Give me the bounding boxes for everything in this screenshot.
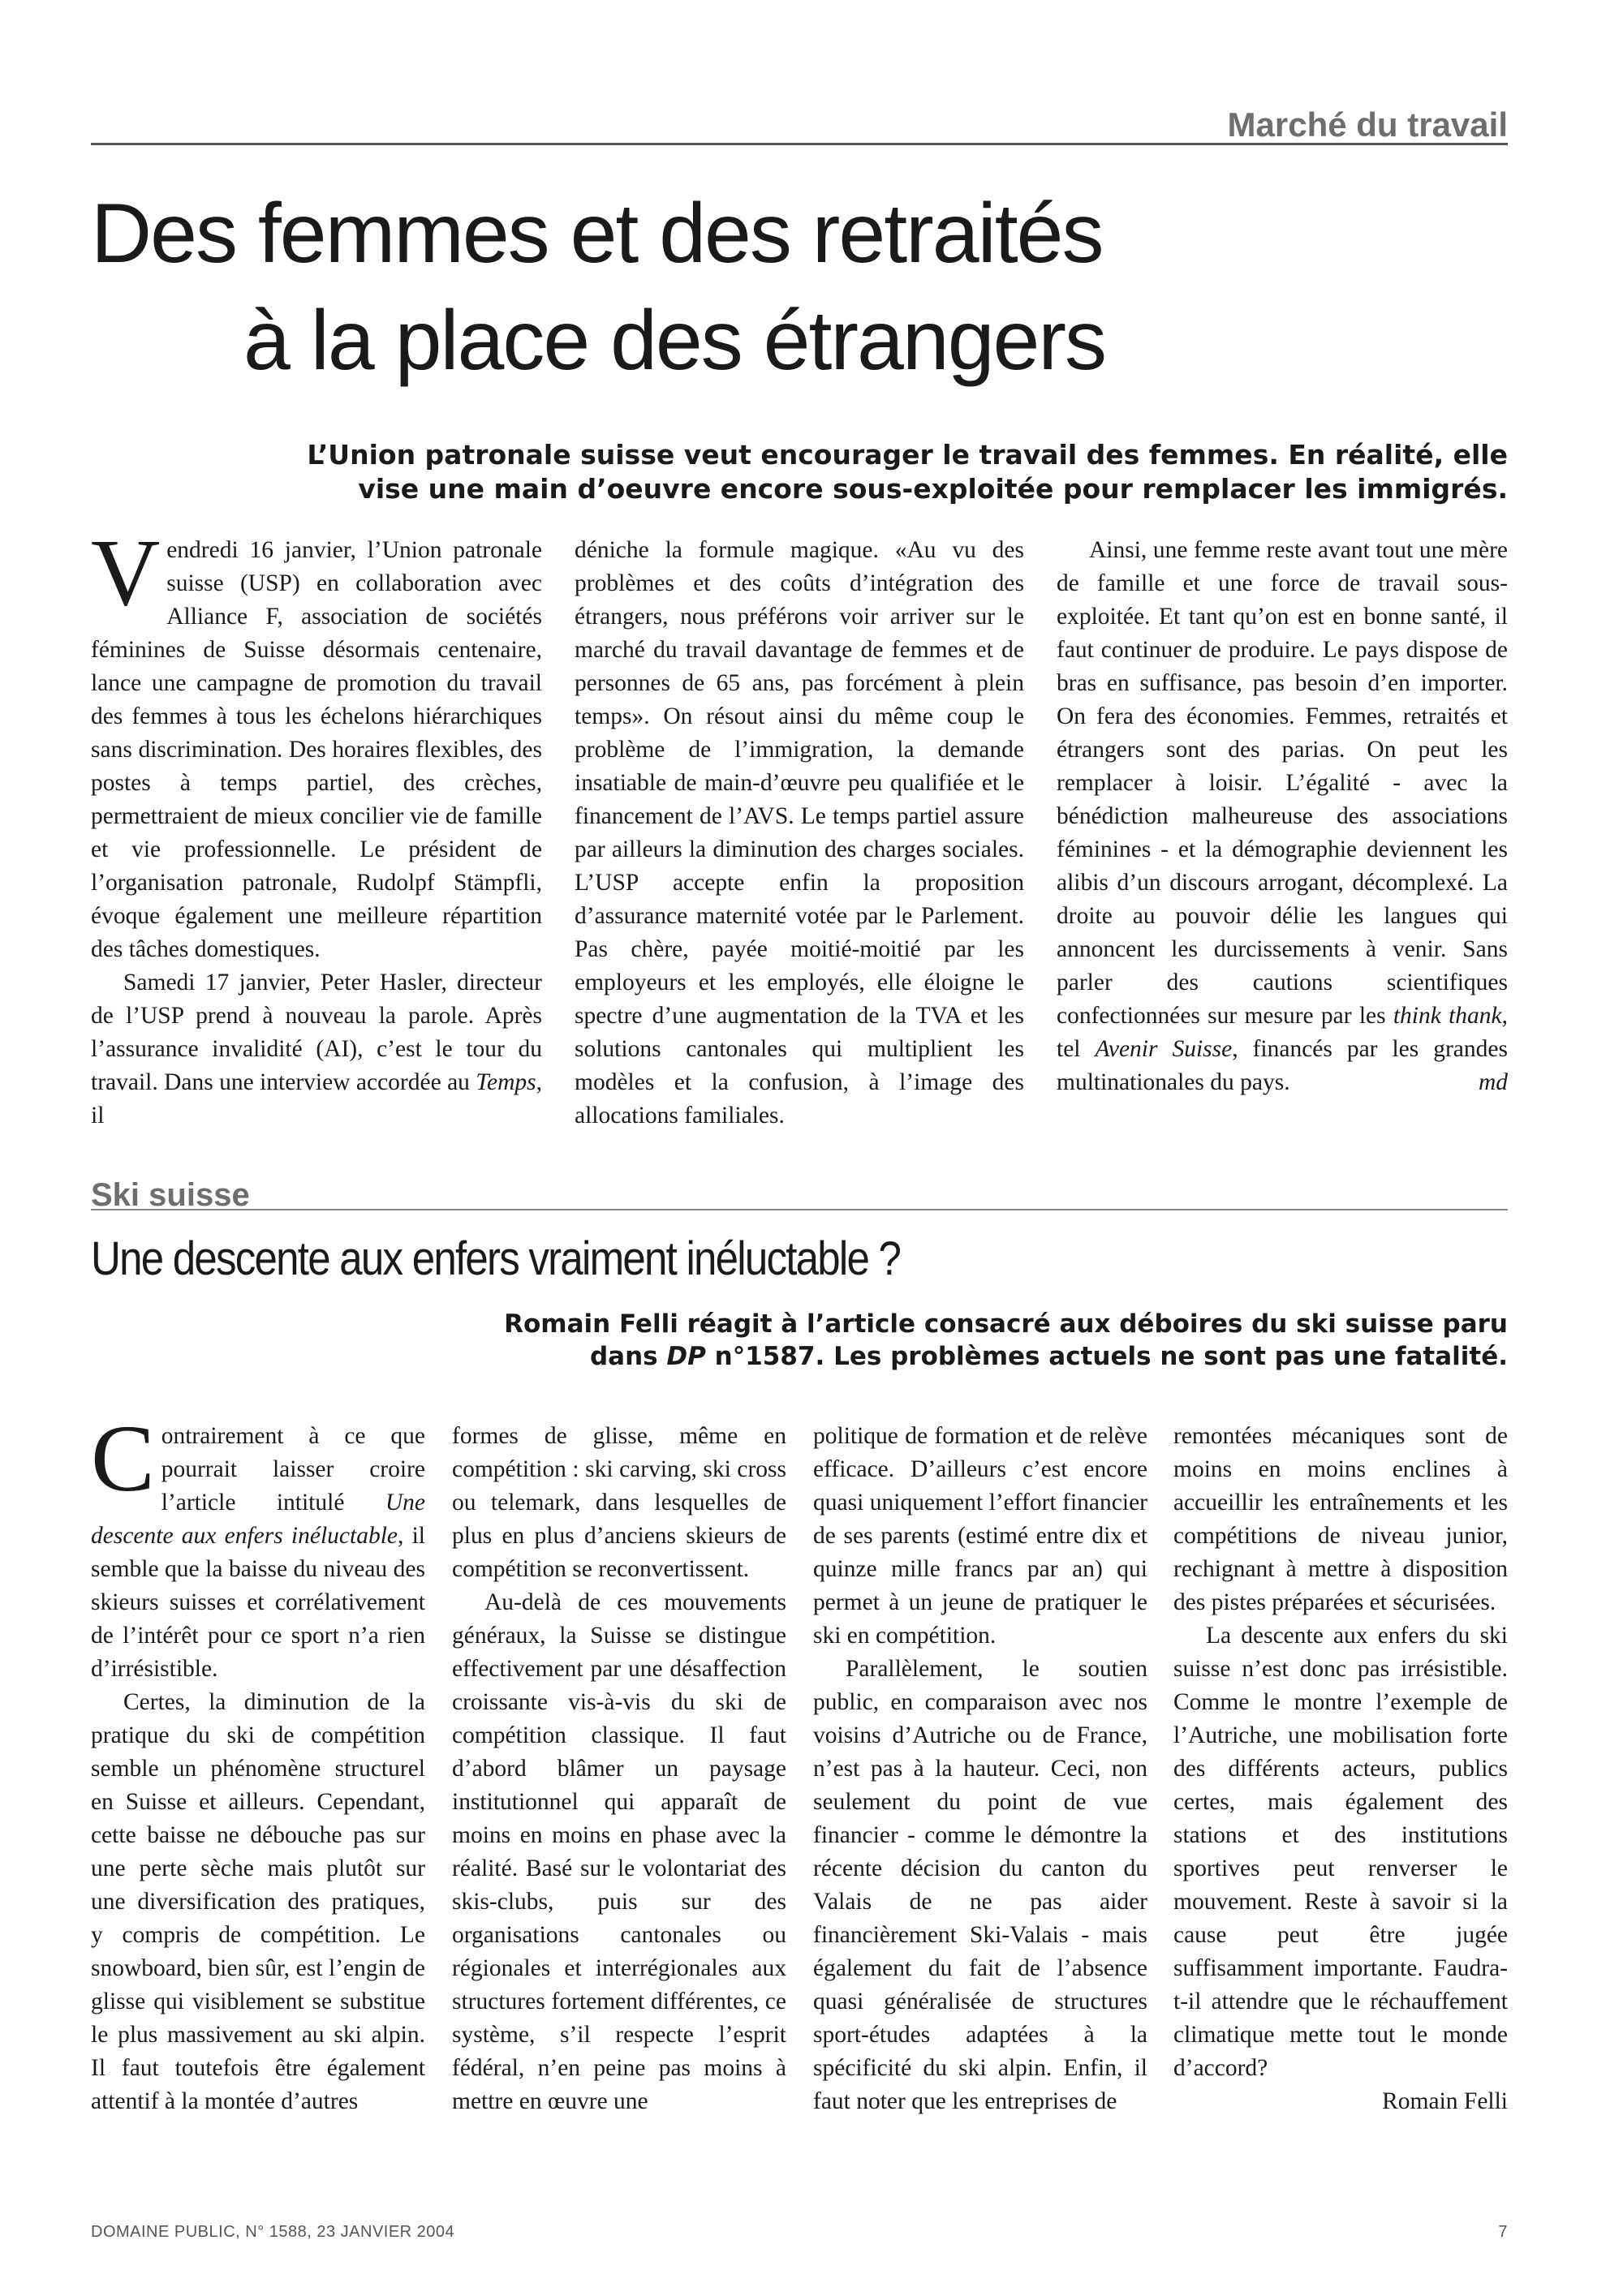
article1-paragraph-4 <box>1057 534 1508 1099</box>
section-label-marche-du-travail: Marché du travail <box>1227 105 1508 144</box>
think-tank-term: think thank <box>1393 1003 1502 1029</box>
paragraph-text: , tel <box>1057 1003 1508 1062</box>
article-lead <box>128 438 1508 506</box>
article2-column-4 <box>1173 1420 1508 2118</box>
paragraph-text: Samedi 17 janvier, Peter Hasler, directeur de l’USP prend à nouveau la parole. Après l’assurance invalidité (AI), c’est le tour du travail. Dans une interview accordée au <box>91 970 542 1095</box>
article1-column-2 <box>575 534 1024 1133</box>
paragraph-text: , il <box>91 1069 542 1129</box>
author-signature: Romain Felli <box>1382 2088 1508 2114</box>
article1-column-1 <box>91 519 542 1133</box>
lead-line-2 <box>291 1340 1508 1373</box>
article2-title: Une descente aux enfers vraiment inéluctable ? <box>91 1232 901 1285</box>
paragraph-text: endredi 16 janvier, l’Union patronale suisse (USP) en collaboration avec Alliance F, association de sociétés féminines de Suisse désormais centenaire, lance une campagne de promotion du travail des femmes à tous les échelons hiérarchiques sans discrimination. Des horaires flexibles, des postes à temps partiel, des crèches, permettraient de mieux concilier vie de famille et vie professionnelle. Le président de l’organisation patronale, Rudolpf Stämpfli, évoque également une meilleure répartition des tâches domestiques. <box>91 537 542 962</box>
article-title-line-1: Des femmes et des retraités <box>91 187 1103 281</box>
article2-column-2 <box>452 1420 786 2118</box>
author-initials: md <box>1478 1069 1508 1095</box>
article1-paragraph-2 <box>91 966 542 1133</box>
dropcap-c: C <box>91 1405 155 1511</box>
section-label-ski-suisse: Ski suisse <box>91 1177 250 1213</box>
lead-line-1: L’Union patronale suisse veut encourager le travail des femmes. En réalité, elle <box>307 439 1508 471</box>
article1-paragraph-1 <box>91 519 542 966</box>
lead-text: dans <box>589 1342 667 1371</box>
dropcap-v: V <box>91 519 161 626</box>
article2-lead <box>291 1308 1508 1373</box>
paragraph-text: , financés par les grandes multinationales du pays. <box>1057 1036 1508 1095</box>
paragraph-text: , il semble que la baisse du niveau des skieurs suisses et corrélativement de l’intérêt pour ce sport n’a rien d’irrésistible. <box>91 1523 425 1682</box>
article1-column-3 <box>1057 534 1508 1099</box>
footer-publication: DOMAINE PUBLIC, N° 1588, 23 JANVIER 2004 <box>91 2223 455 2241</box>
page-number: 7 <box>1498 2223 1508 2241</box>
newspaper-name: Temps <box>476 1069 536 1095</box>
article2-paragraph-5: politique de formation et de relève efficace. D’ailleurs c’est encore quasi uniquement l’effort financier de ses parents (estimé entre dix et quinze mille francs par an) qui permet à un jeune de pratiquer le ski en compétition. <box>813 1423 1147 1649</box>
avenir-suisse-name: Avenir Suisse <box>1095 1036 1233 1062</box>
lead-line-1: Romain Felli réagit à l’article consacré aux déboires du ski suisse paru <box>504 1309 1508 1339</box>
article1-paragraph-3: déniche la formule magique. «Au vu des problèmes et des coûts d’intégration des étrangers, nous préférons voir arriver sur le marché du travail davantage de femmes et de personnes de 65 ans, pas forcément à plein temps». On résout ainsi du même coup le problème de l’immigration, la demande insatiable de main-d’œuvre peu qualifiée et le financement de l’AVS. Le temps partiel assure par ailleurs la diminution des charges sociales. L’USP accepte enfin la proposition d’assurance maternité votée par le Parlement. Pas chère, payée moitié-moitié par les employeurs et les employés, elle éloigne le spectre d’une augmentation de la TVA et les solutions cantonales qui multiplient les modèles et la confusion, à l’image des allocations familiales. <box>575 537 1024 1129</box>
article2-paragraph-7: remontées mécaniques sont de moins en moins enclines à accueillir les entraînements et les compétitions de niveau junior, rechignant à mettre à disposition des pistes préparées et sécurisées. <box>1173 1423 1508 1615</box>
section-rule-ski <box>91 1209 1508 1210</box>
dp-abbreviation: DP <box>666 1342 706 1371</box>
article2-paragraph-1 <box>91 1405 425 1686</box>
article2-column-1 <box>91 1405 425 2118</box>
article2-column-3 <box>813 1420 1147 2118</box>
cited-article-title: Une descente aux enfers inéluctable <box>91 1490 425 1549</box>
section-rule-top <box>91 143 1508 145</box>
article2-paragraph-2: Certes, la diminution de la pratique du ski de compétition semble un phénomène structurel en Suisse et ailleurs. Cependant, cette baisse ne débouche pas sur une perte sèche mais plutôt sur une diversification des pratiques, y compris de compétition. Le snowboard, bien sûr, est l’engin de glisse qui visiblement se substitue le plus massivement au ski alpin. Il faut toutefois être également attentif à la montée d’autres <box>91 1689 425 2114</box>
article-title-line-2: à la place des étrangers <box>243 294 1106 388</box>
article2-paragraph-3: formes de glisse, même en compétition : ski carving, ski cross ou telemark, dans lesquelles de plus en plus d’anciens skieurs de compétition se reconvertissent. <box>452 1423 786 1582</box>
lead-line-2: vise une main d’oeuvre encore sous-exploitée pour remplacer les immigrés. <box>358 473 1508 505</box>
paragraph-text: ontrairement à ce que pourrait laisser croire l’article intitulé <box>161 1423 425 1516</box>
article2-paragraph-4: Au-delà de ces mouvements généraux, la Suisse se distingue effectivement par une désaffection croissante vis-à-vis du ski de compétition classique. Il faut d’abord blâmer un paysage institutionnel qui apparaît de moins en moins en phase avec la réalité. Basé sur le volontariat des skis-clubs, puis sur des organisations cantonales ou régionales et interrégionales aux structures fortement différentes, ce système, s’il respecte l’esprit fédéral, n’en peine pas moins à mettre en œuvre une <box>452 1589 786 2114</box>
article2-paragraph-8: La descente aux enfers du ski suisse n’est donc pas irrésistible. Comme le montre l’exemple de l’Autriche, une mobilisation forte des différents acteurs, publics certes, mais également des stations et des institutions sportives peut renverser le mouvement. Reste à savoir si la cause peut être jugée suffisamment importante. Faudra-t-il attendre que le réchauffement climatique mette tout le monde d’accord? <box>1173 1623 1508 2081</box>
paragraph-text: Ainsi, une femme reste avant tout une mère de famille et une force de travail sous-exploitée. Et tant qu’on est en bonne santé, il faut continuer de produire. Le pays dispose de bras en suffisance, pas besoin d’en importer. On fera des économies. Femmes, retraités et étrangers sont des parias. On peut les remplacer à loisir. L’égalité - avec la bénédiction malheureuse des associations féminines - et la démographie deviennent les alibis d’un discours arrogant, décomplexé. La droite au pouvoir délie les langues qui annoncent les durcissements à venir. Sans parler des cautions scientifiques confectionnées sur mesure par les <box>1057 537 1508 1029</box>
lead-text: n°1587. Les problèmes actuels ne sont pas une fatalité. <box>705 1342 1508 1371</box>
article2-paragraph-6: Parallèlement, le soutien public, en comparaison avec nos voisins d’Autriche ou de France, n’est pas à la hauteur. Ceci, non seulement du point de vue financier - comme le démontre la récente décision du canton du Valais de ne pas aider financièrement Ski-Valais - mais également du fait de l’absence quasi généralisée de structures sport-études adaptées à la spécificité du ski alpin. Enfin, il faut noter que les entreprises de <box>813 1656 1147 2114</box>
